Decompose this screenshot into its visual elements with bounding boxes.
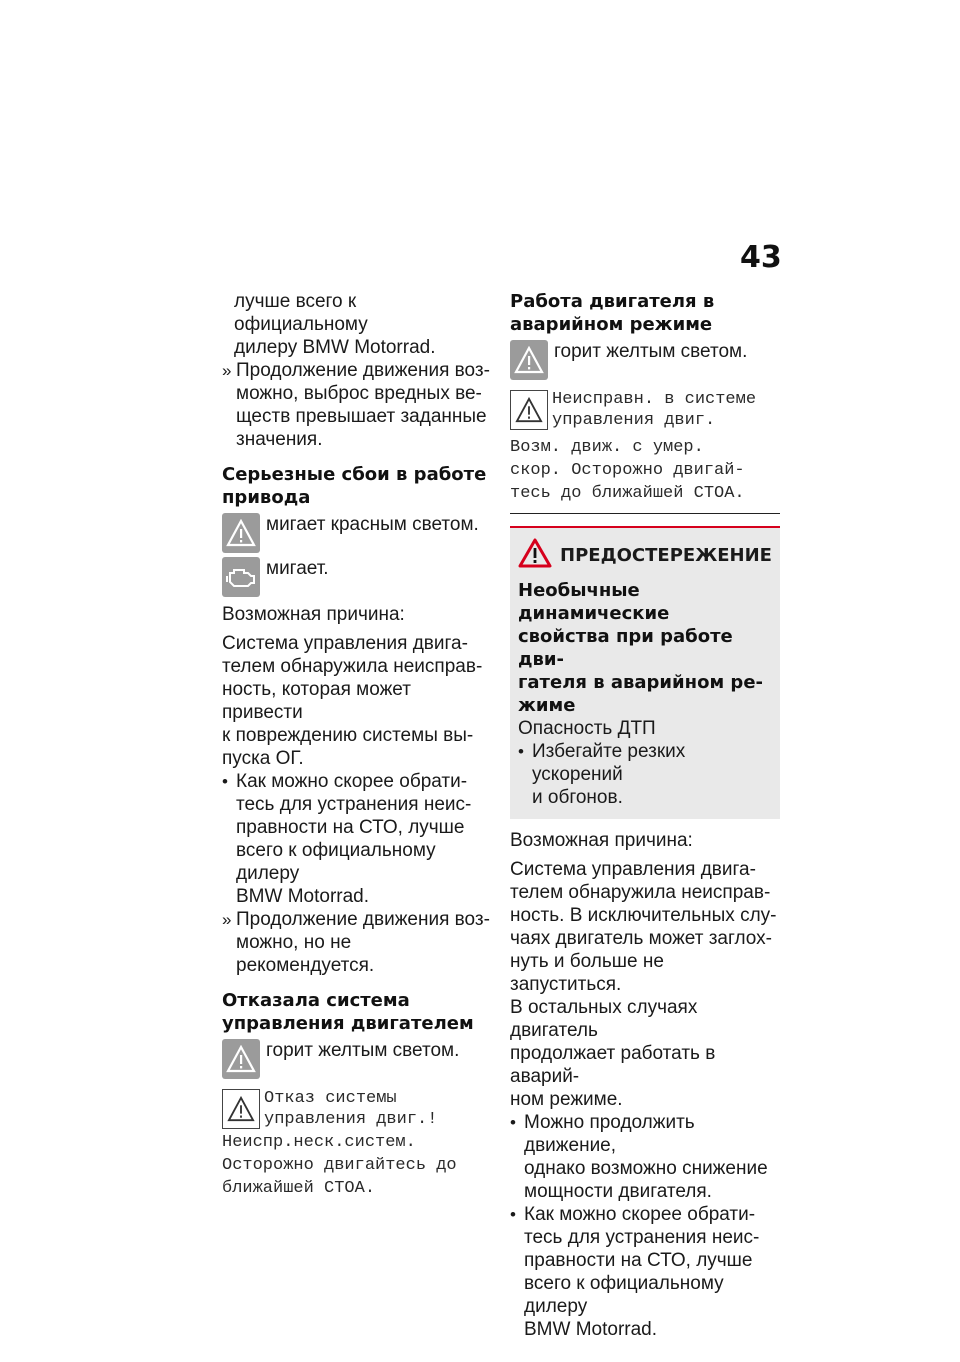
cause-text: Система управления двига- телем обнаружила неисправ- ность. В исключительных слу- чаях двигатель может заглох- нуть и больше не запуститься. В остальных случаях двигатель продолжает работать в аварий- ном режиме. xyxy=(510,859,777,1110)
warning-box xyxy=(510,526,780,819)
right-column xyxy=(510,290,780,1341)
section-title: Серьезные сбои в работе привода xyxy=(222,464,487,508)
warning-title: Необычные динамические свойства при работе дви- гателя в аварийном ре- жиме xyxy=(518,580,763,716)
section-title: Отказала система управления двигателем xyxy=(222,990,474,1034)
display-message: Неисправн. в системе управления двиг. xyxy=(510,390,780,432)
cause-label: Возможная причина: xyxy=(222,604,405,625)
list-item: » Продолжение движения воз- можно, но не рекомендуется. xyxy=(222,909,490,976)
left-column xyxy=(222,290,492,1200)
dot-bullet: • xyxy=(518,742,524,761)
hazard-text: Опасность ДТП xyxy=(518,718,656,739)
warning-triangle-icon xyxy=(510,340,548,380)
engine-icon xyxy=(222,557,260,597)
warning-triangle-icon xyxy=(222,1089,260,1129)
indicator-text: мигает. xyxy=(266,558,329,579)
section-title: Работа двигателя в аварийном режиме xyxy=(510,291,715,335)
chevron-bullet: » xyxy=(222,361,232,380)
warning-triangle-icon xyxy=(518,538,552,573)
chevron-bullet: » xyxy=(222,910,232,929)
list-item: » Продолжение движения воз- можно, выброс вредных ве- ществ превышает заданные значения. xyxy=(222,360,490,450)
dot-bullet: • xyxy=(510,1205,516,1224)
display-text: ближайшей СТОА. xyxy=(222,1179,376,1198)
list-item: • Можно продолжить движение, однако возможно снижение мощности двигателя. xyxy=(510,1112,768,1202)
warning-triangle-icon xyxy=(222,1039,260,1079)
indicator-row xyxy=(222,1039,492,1079)
cause-label: Возможная причина: xyxy=(510,830,693,851)
dot-bullet: • xyxy=(222,772,228,791)
intro-line: дилеру BMW Motorrad. xyxy=(234,337,436,358)
display-message-tail: Возм. движ. с умер. скор. Осторожно двигай- тесь до ближайшей СТОА. xyxy=(510,436,780,514)
dot-bullet: • xyxy=(510,1113,516,1132)
list-item: • Как можно скорее обрати- тесь для устранения неис- правности на СТО, лучше всего к официальному дилеру BMW Motorrad. xyxy=(510,1204,760,1340)
list-item: • Как можно скорее обрати- тесь для устранения неис- правности на СТО, лучше всего к официальному дилеру BMW Motorrad. xyxy=(222,771,472,907)
display-message: Отказ системы управления двиг.! xyxy=(222,1089,492,1131)
indicator-row xyxy=(222,513,492,553)
indicator-text: горит желтым светом. xyxy=(554,341,748,362)
intro-line: лучше всего к официальному xyxy=(234,291,368,335)
indicator-row xyxy=(510,340,780,380)
warning-label: ПРЕДОСТЕРЕЖЕНИЕ xyxy=(560,545,772,566)
display-text: Неиспр.неск.систем. xyxy=(222,1133,416,1152)
indicator-text: горит желтым светом. xyxy=(266,1040,460,1061)
indicator-text: мигает красным светом. xyxy=(266,514,479,535)
display-text: Осторожно двигайтесь до xyxy=(222,1156,457,1175)
warning-triangle-icon xyxy=(222,513,260,553)
list-item: • Избегайте резких ускорений и обгонов. xyxy=(518,741,686,808)
page-number: 43 xyxy=(740,240,782,275)
warning-header xyxy=(518,538,772,573)
cause-text: Система управления двига- телем обнаружила неисправ- ность, которая может привести к повреждению системы вы- пуска ОГ. xyxy=(222,633,483,769)
warning-triangle-icon xyxy=(510,390,548,430)
indicator-row xyxy=(222,557,492,597)
